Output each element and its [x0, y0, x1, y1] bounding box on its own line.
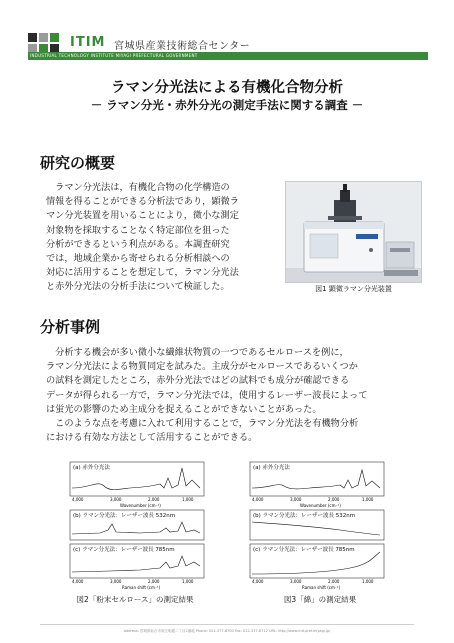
fig3-panel-b-label: (b) ラマン分光法：レーザー波長 532nm	[253, 513, 356, 519]
footer-divider	[40, 624, 414, 625]
fig2-c-tick-3: 1,000	[182, 579, 194, 584]
fig2-a-tick-3: 1,000	[182, 497, 194, 502]
cases-line: における有効な方法として活用することができる。	[46, 432, 258, 444]
overview-line: ラマン分光法は，有機化合物の化学構造の	[46, 182, 230, 193]
page-header	[28, 30, 428, 64]
fig2-a-tick-1: 3,000	[110, 497, 122, 502]
overview-line: では，地域企業から寄せられる分析相談への	[46, 253, 230, 265]
cases-line: データが得られる一方で，ラマン分光法では，使用するレーザー波長によって	[46, 389, 368, 401]
page-subtitle: － ラマン分光・赤外分光の測定手法に関する調査 －	[90, 98, 364, 112]
fig2-a-xlabel: Wavenumber (cm⁻¹)	[120, 503, 161, 508]
figure-2-spectra	[60, 458, 210, 593]
org-name-en: INDUSTRIAL TECHNOLOGY INSTITUTE MIYAGI PREFECTURAL GOVERNMENT	[30, 53, 198, 58]
figure-1-caption: 図1 顕微ラマン分光装置	[315, 285, 392, 293]
fig3-panel-a-label: (a) 赤外分光法	[253, 465, 290, 471]
fig2-panel-b-label: (b) ラマン分光法：レーザー波長 532nm	[73, 513, 176, 519]
fig3-c-tick-0: 4,000	[252, 579, 264, 584]
overview-line: 情報を得ることができる分析法であり，顕微ラ	[46, 196, 239, 208]
figure-3-spectra	[240, 458, 390, 593]
fig3-a-tick-3: 1,000	[362, 497, 374, 502]
fig3-c-xlabel: Raman shift (cm⁻¹)	[302, 585, 341, 590]
fig3-panel-c-label: (c) ラマン分光法：レーザー波長 785nm	[253, 547, 355, 553]
fig2-c-tick-0: 4,000	[72, 579, 84, 584]
figure-3-caption: 図3「綿」の測定結果	[283, 595, 357, 604]
page-title: ラマン分光法による有機化合物分析	[111, 80, 343, 96]
fig2-c-tick-2: 2,000	[148, 579, 160, 584]
overview-text	[46, 181, 278, 295]
fig3-a-tick-1: 3,000	[290, 497, 302, 502]
fig2-a-tick-2: 2,000	[148, 497, 160, 502]
fig2-c-tick-1: 3,000	[110, 579, 122, 584]
cases-line: 分析する機会が多い微小な繊維状物質の一つであるセルロースを例に，	[46, 347, 349, 358]
figure-2-caption: 図2「粉末セルロース」の測定結果	[76, 595, 194, 604]
overview-line: 分析ができるという利点がある。本調査研究	[46, 238, 230, 250]
cases-line: ラマン分光法による物質同定を試みた。主成分がセルロースであるいくつか	[46, 361, 358, 373]
overview-line: 対応に活用することを想定して，ラマン分光法	[46, 267, 239, 279]
fig2-a-tick-0: 4,000	[72, 497, 84, 502]
fig3-a-tick-2: 2,000	[328, 497, 340, 502]
logo-text: ITIM	[70, 35, 106, 50]
fig3-a-tick-0: 4,000	[252, 497, 264, 502]
fig3-c-tick-2: 2,000	[328, 579, 340, 584]
cases-text	[46, 346, 416, 445]
page-footer: Address: 宮城県仙台市泉区明通二丁目2番地 Phone: 022-377-8700 Fax: 022-377-8712 URL: http://www.mit.pref.miyagi.jp/	[123, 629, 331, 633]
fig2-panel-a-label: (a) 赤外分光法	[73, 465, 110, 471]
cases-line: の試料を測定したところ，赤外分光法ではどの試料でも成分が確認できる	[46, 375, 350, 387]
fig3-c-tick-3: 1,000	[362, 579, 374, 584]
fig3-a-xlabel: Wavenumber (cm⁻¹)	[300, 503, 341, 508]
fig3-c-tick-1: 3,000	[290, 579, 302, 584]
org-name: 宮城県産業技術総合センター	[114, 41, 251, 52]
section-heading-cases: 分析事例	[40, 318, 101, 336]
cases-line: は蛍光の影響のため主成分を捉えることができないことがあった。	[46, 403, 322, 415]
fig2-c-xlabel: Raman shift (cm⁻¹)	[122, 585, 161, 590]
section-heading-overview: 研究の概要	[40, 154, 116, 172]
cases-line: このような点を考慮に入れて利用することで，ラマン分光法を有機物分析	[46, 418, 359, 430]
overview-line: と赤外分光法の分析手法について検証した。	[46, 281, 230, 293]
overview-line: マン分光装置を用いることにより，微小な測定	[46, 210, 239, 222]
overview-line: 対象物を採取することなく特定部位を狙った	[46, 224, 230, 236]
fig2-panel-c-label: (c) ラマン分光法：レーザー波長 785nm	[73, 547, 175, 553]
raman-microscope-photo	[285, 181, 422, 283]
